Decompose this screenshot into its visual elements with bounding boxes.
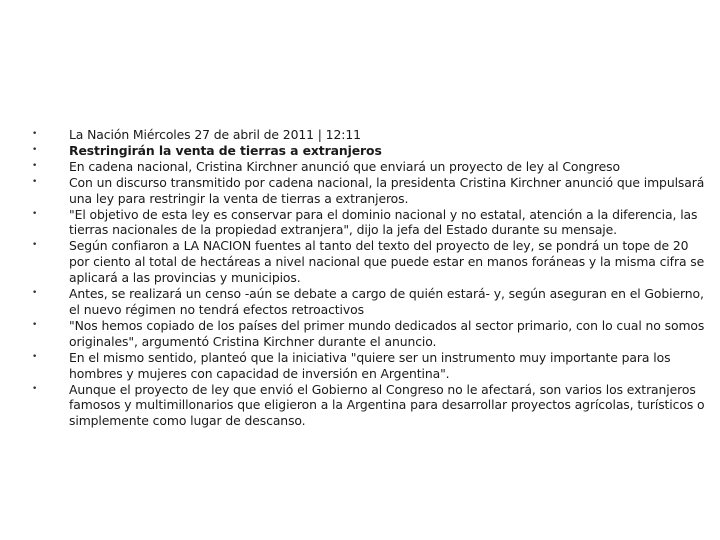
bullet-icon: • <box>32 144 38 155</box>
article-paragraph: Con un discurso transmitido por cadena nacional, la presidenta Cristina Kirchner anunció que impulsará una ley para restringir la venta de tierras a extranjeros. <box>69 174 705 206</box>
bullet-item-paragraph <box>30 207 705 239</box>
bullet-item-paragraph <box>30 286 705 318</box>
bullet-list <box>30 127 705 429</box>
article-paragraph: Según confiaron a LA NACION fuentes al tanto del texto del proyecto de ley, se pondrá un tope de 20 por ciento al total de hectáreas a nivel nacional que puede estar en manos foráneas y la misma cifra se aplicará a las provincias y municipios. <box>69 238 705 286</box>
bullet-icon: • <box>32 288 38 299</box>
bullet-item-paragraph <box>30 318 705 350</box>
bullet-icon: • <box>32 208 38 219</box>
bullet-item-date <box>30 127 705 143</box>
bullet-icon: • <box>32 319 38 330</box>
bullet-icon: • <box>32 129 38 139</box>
article-paragraph: "El objetivo de esta ley es conservar para el dominio nacional y no estatal, atención a la diferencia, las tierras nacionales de la propiedad extranjera", dijo la jefa del Estado durante su mensaje. <box>69 206 698 238</box>
bullet-icon: • <box>32 383 38 394</box>
bullet-icon: • <box>32 176 38 187</box>
bullet-icon: • <box>32 240 38 251</box>
bullet-item-paragraph <box>30 238 705 286</box>
bullet-icon: • <box>32 160 38 171</box>
bullet-item-paragraph <box>30 175 705 207</box>
bullet-item-paragraph <box>30 350 705 382</box>
bullet-icon: • <box>32 351 38 362</box>
bullet-item-paragraph <box>30 382 705 430</box>
article-paragraph: Aunque el proyecto de ley que envió el Gobierno al Congreso no le afectará, son varios los extranjeros famosos y multimillonarios que eligieron a la Argentina para desarrollar proyectos agrícolas, turísticos o simplemente como lugar de descanso. <box>69 381 705 429</box>
bullet-item-subheadline <box>30 159 705 175</box>
article-paragraph: Antes, se realizará un censo -aún se debate a cargo de quién estará- y, según aseguran en el Gobierno, el nuevo régimen no tendrá efectos retroactivos <box>69 286 704 317</box>
article-subheadline: En cadena nacional, Cristina Kirchner anunció que enviará un proyecto de ley al Congreso <box>69 158 620 174</box>
bullet-item-headline <box>30 143 705 159</box>
article-paragraph: "Nos hemos copiado de los países del primer mundo dedicados al sector primario, con lo cual no somos originales", argumentó Cristina Kirchner durante el anuncio. <box>69 317 705 349</box>
article-headline: Restringirán la venta de tierras a extranjeros <box>69 142 382 158</box>
article-paragraph: En el mismo sentido, planteó que la iniciativa "quiere ser un instrumento muy importante para los hombres y mujeres con capacidad de inversión en Argentina". <box>69 349 671 381</box>
article-dateline: La Nación Miércoles 27 de abril de 2011 | 12:11 <box>69 127 361 142</box>
